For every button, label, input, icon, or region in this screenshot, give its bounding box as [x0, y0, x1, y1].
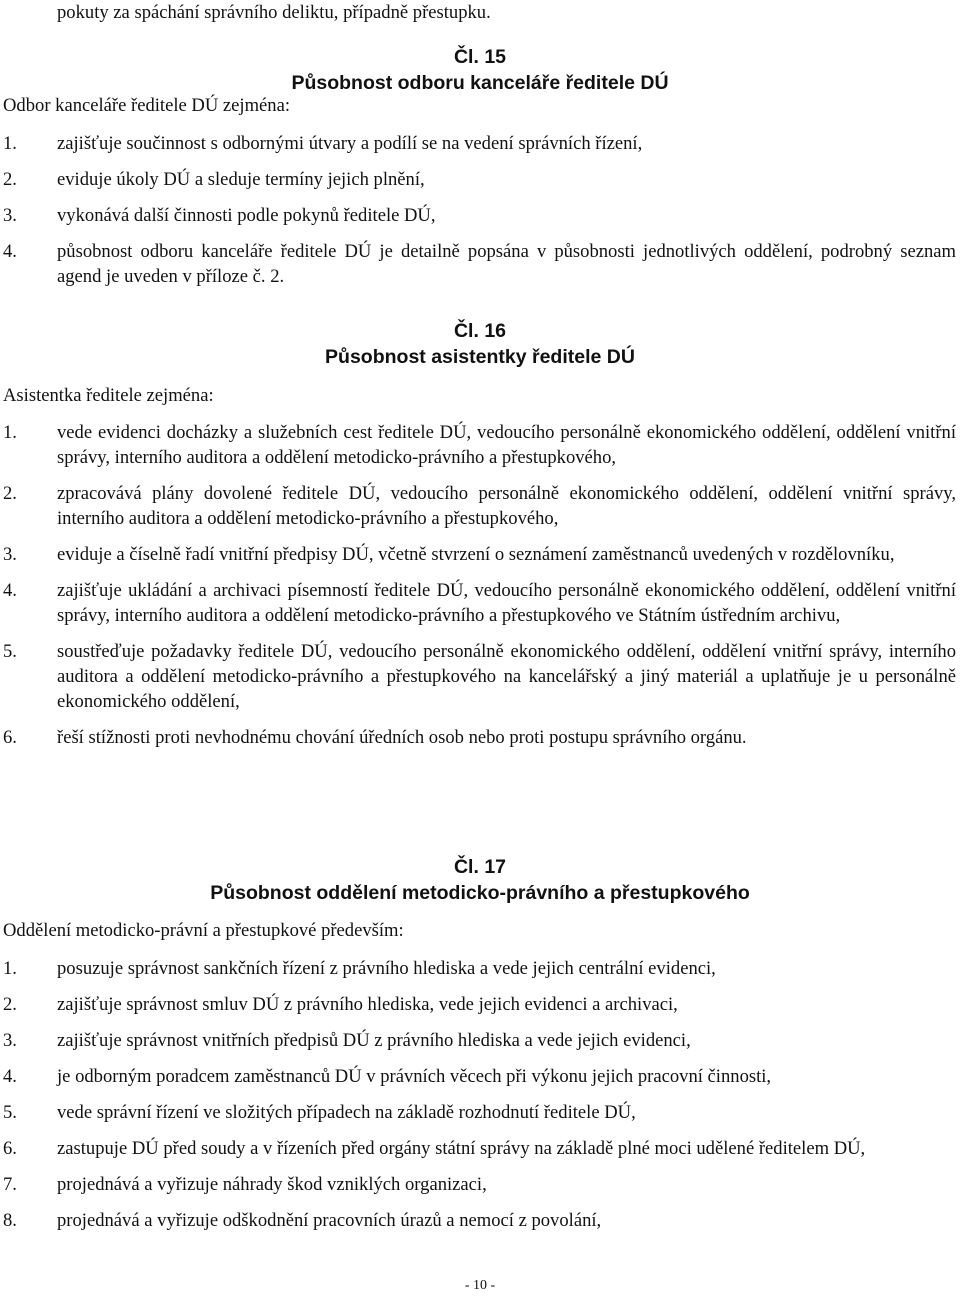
section-16-heading [0, 318, 960, 370]
list-item: 8. projednává a vyřizuje odškodnění pracovních úrazů a nemocí z povolání, [3, 1210, 602, 1231]
section-15-list [0, 131, 960, 289]
list-item: 6. řeší stížnosti proti nevhodnému chování úředních osob nebo proti postupu správního orgánu. [3, 727, 747, 748]
list-item: 1. posuzuje správnost sankčních řízení z právního hlediska a vede jejich centrální evidenci, [3, 958, 716, 979]
section-17-number: Čl. 17 [453, 856, 507, 878]
list-item: 3. zajišťuje správnost vnitřních předpisů DÚ z právního hlediska a vede jejich evidenci, [3, 1030, 691, 1051]
page-number: - 10 - [464, 1278, 496, 1293]
list-item: 2. zajišťuje správnost smluv DÚ z právního hlediska, vede jejich evidenci a archivaci, [3, 994, 678, 1015]
section-15-lead: Odbor kanceláře ředitele DÚ zejména: [3, 95, 291, 116]
section-16-title: Působnost asistentky ředitele DÚ [325, 346, 635, 368]
section-17-list [0, 956, 960, 1233]
section-16-lead: Asistentka ředitele zejména: [3, 385, 214, 406]
list-item: 7. projednává a vyřizuje náhrady škod vzniklých organizaci, [3, 1174, 487, 1195]
section-16-number: Čl. 16 [453, 320, 507, 342]
list-item: 4. je odborným poradcem zaměstnanců DÚ v právních věcech při výkonu jejich pracovní činnosti, [3, 1066, 772, 1087]
list-item: 4. působnost odboru kanceláře ředitele DÚ je detailně popsána v působnosti jednotlivých oddělení, podrobný seznam agend je uveden v příloze č. 2. [3, 241, 956, 287]
list-item: 3. vykonává další činnosti podle pokynů ředitele DÚ, [3, 205, 436, 226]
list-item: 5. vede správní řízení ve složitých případech na základě rozhodnutí ředitele DÚ, [3, 1102, 636, 1123]
section-17-lead: Oddělení metodicko-právní a přestupkové především: [3, 920, 404, 941]
list-item: 6. zastupuje DÚ před soudy a v řízeních před orgány státní správy na základě plné moci udělené ředitelem DÚ, [3, 1138, 866, 1159]
list-item: 3. eviduje a číselně řadí vnitřní předpisy DÚ, včetně stvrzení o seznámení zaměstnanců uvedených v rozdělovníku, [3, 544, 895, 565]
list-item: 2. zpracovává plány dovolené ředitele DÚ, vedoucího personálně ekonomického oddělení, oddělení vnitřní správy, interního auditora a oddělení metodicko-právního a přestupkového, [3, 483, 956, 529]
list-item: 1. vede evidenci docházky a služebních cest ředitele DÚ, vedoucího personálně ekonomického oddělení, oddělení vnitřní správy, interního auditora a oddělení metodicko-právního a přestupkového, [3, 422, 956, 468]
section-17-title: Působnost oddělení metodicko-právního a přestupkového [210, 882, 750, 904]
intro-line: pokuty za spáchání správního deliktu, případně přestupku. [57, 2, 491, 23]
list-item: 2. eviduje úkoly DÚ a sleduje termíny jejich plnění, [3, 169, 425, 190]
section-15-title: Působnost odboru kanceláře ředitele DÚ [291, 72, 669, 94]
list-item: 1. zajišťuje součinnost s odbornými útvary a podílí se na vedení správních řízení, [3, 133, 643, 154]
list-item: 5. soustřeďuje požadavky ředitele DÚ, vedoucího personálně ekonomického oddělení, oddělení vnitřní správy, interního auditora a oddělení metodicko-právního a přestupkového na kancelářský a jiný materiál a uplatňuje je u personálně ekonomického oddělení, [3, 641, 956, 712]
section-16-list [0, 420, 960, 750]
section-15-number: Čl. 15 [453, 46, 507, 68]
list-item: 4. zajišťuje ukládání a archivaci písemností ředitele DÚ, vedoucího personálně ekonomického oddělení, oddělení vnitřní správy, interního auditora a oddělení metodicko-právního a přestupkového ve Státním ústředním archivu, [3, 580, 956, 626]
section-15-heading [0, 44, 960, 96]
section-17-heading [0, 854, 960, 906]
